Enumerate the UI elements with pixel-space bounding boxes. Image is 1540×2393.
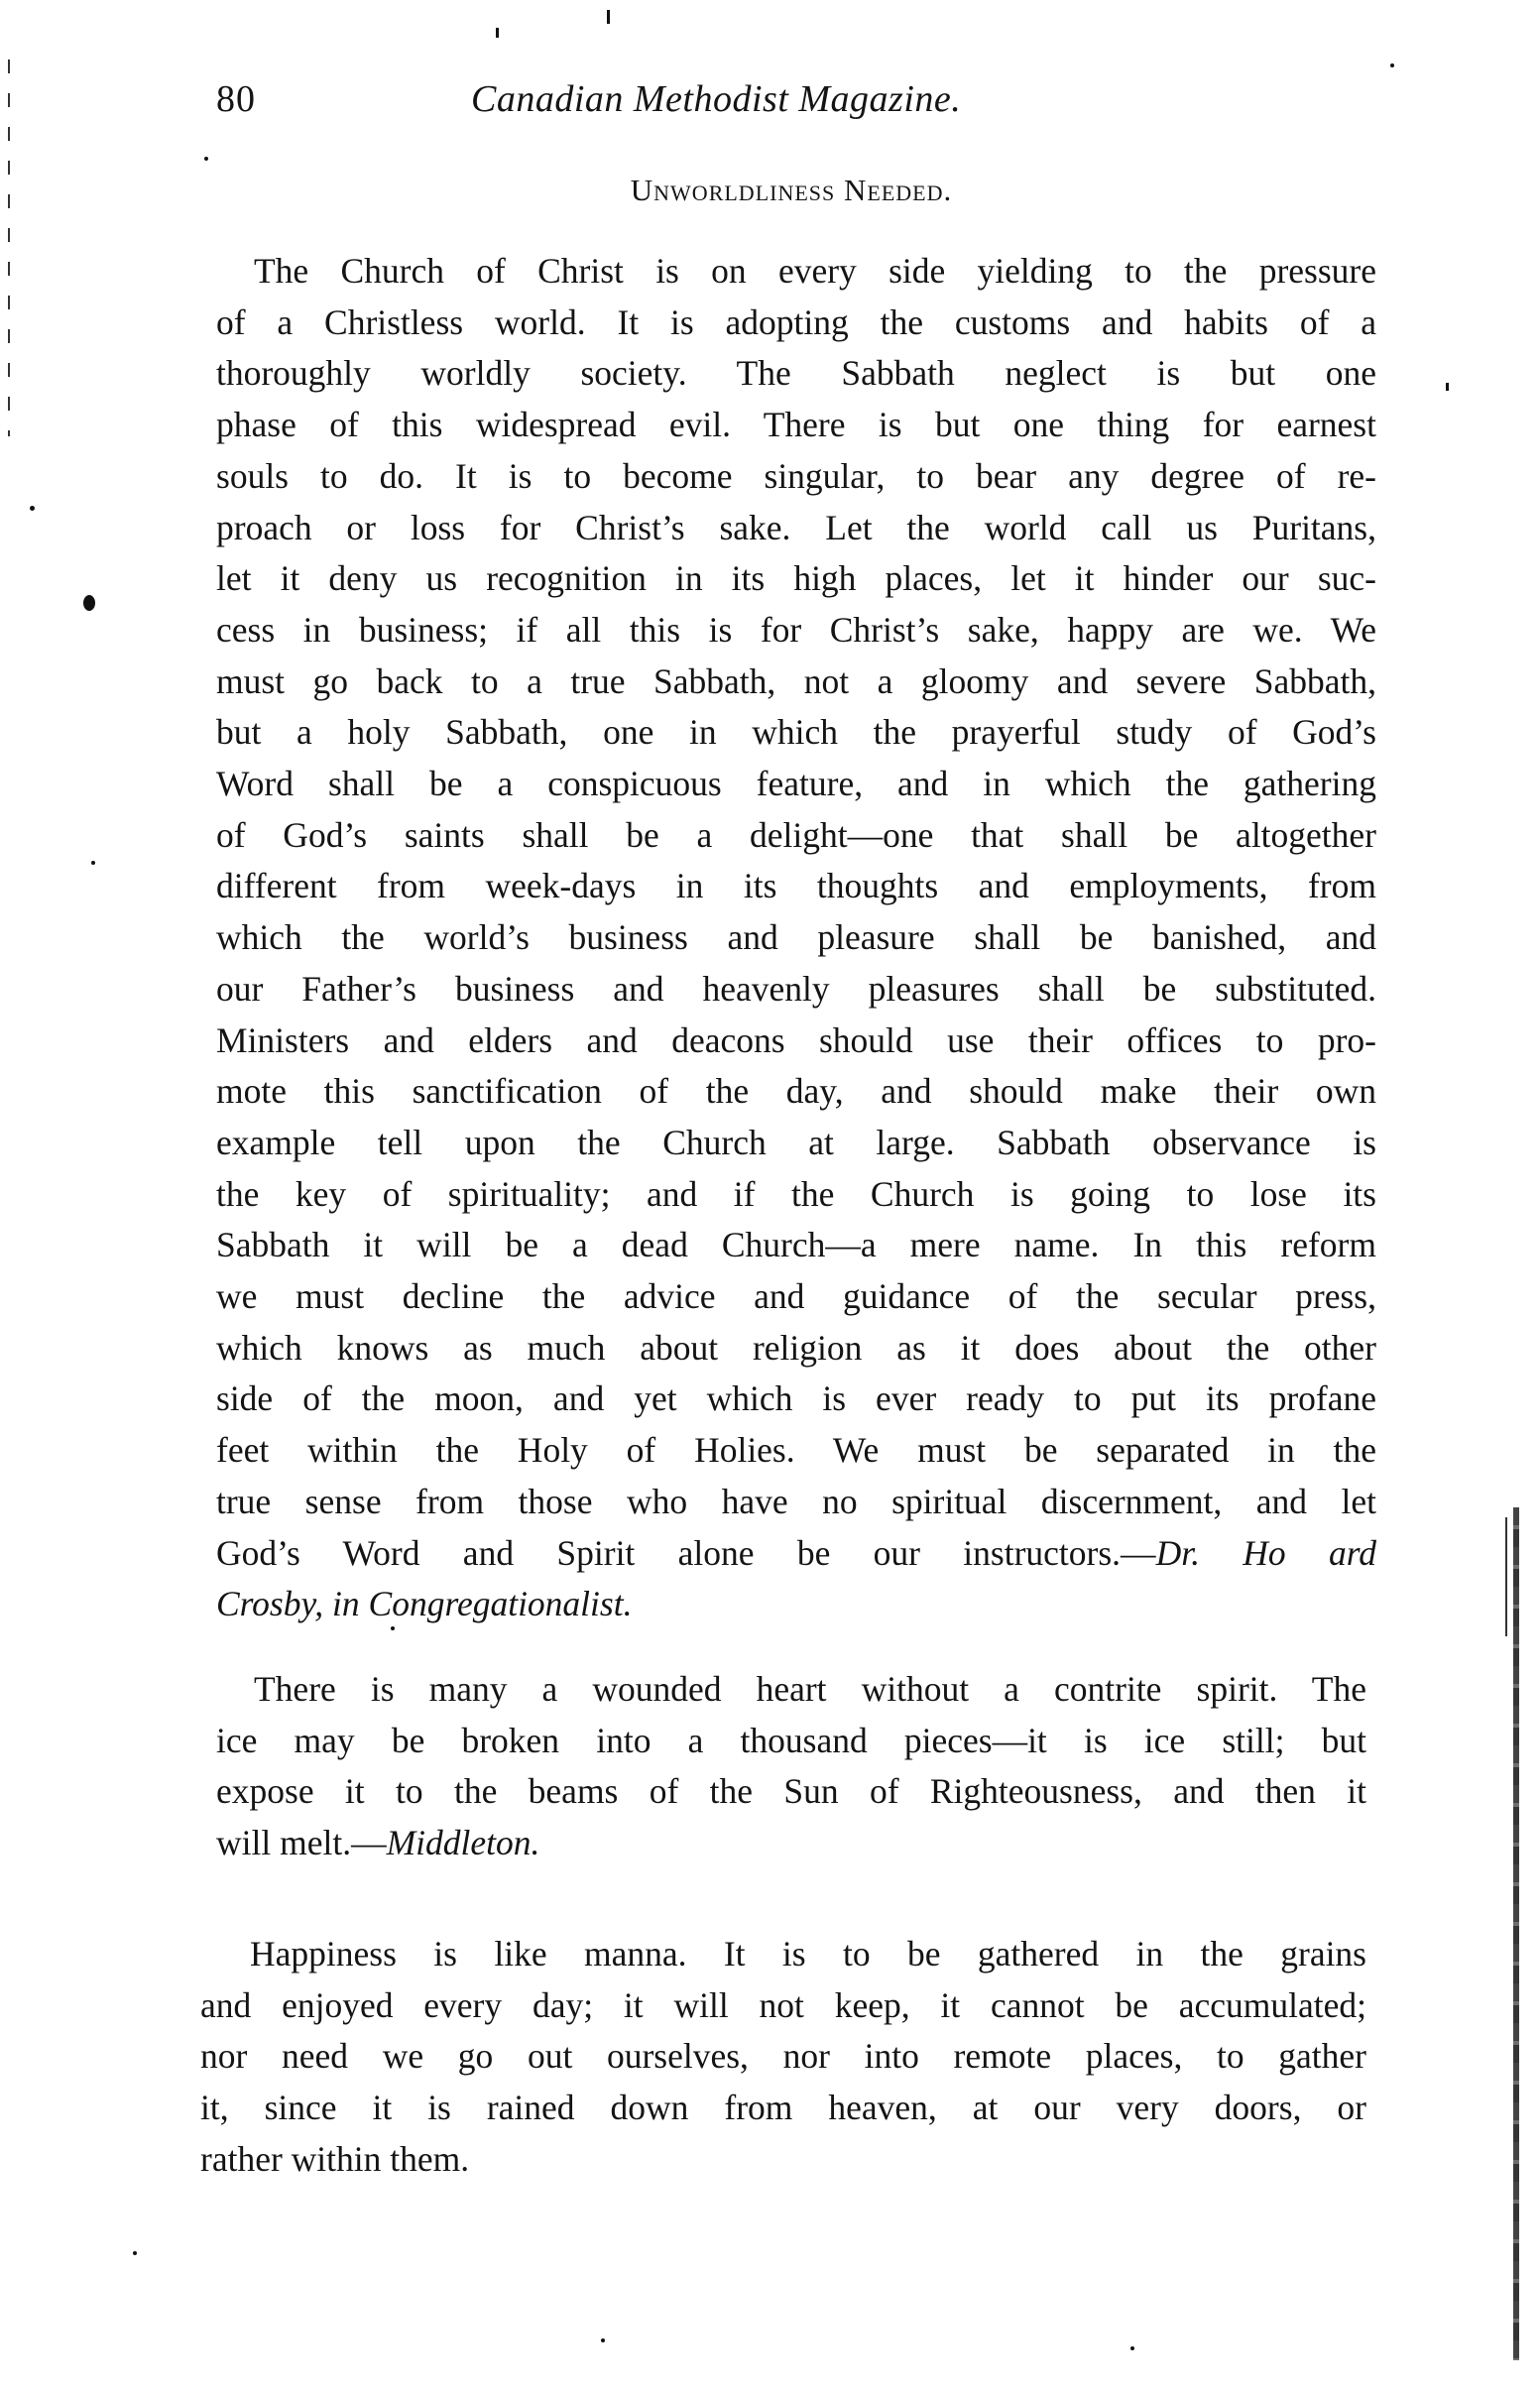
page-number: 80 [216, 78, 256, 120]
scan-edge-mark [1505, 1517, 1507, 1636]
text-line: side of the moon, and yet which is ever ready to put its profane [216, 1378, 1376, 1419]
section-heading: Unworldliness Needed. [630, 173, 953, 207]
text-line: God’s Word and Spirit alone be our instructors.— [216, 1532, 1156, 1573]
text-line: feet within the Holy of Holies. We must be separated in the [216, 1430, 1376, 1471]
text-line: proach or loss for Christ’s sake. Let the world call us Puritans, [216, 507, 1376, 547]
text-line-with-attribution [216, 1818, 1366, 1869]
text-line: The Church of Christ is on every side yielding to the pressure [254, 251, 1376, 291]
ink-speck [1390, 63, 1394, 67]
ink-speck [204, 157, 208, 161]
text-line: nor need we go out ourselves, nor into remote places, to gather [200, 2036, 1366, 2077]
text-line: true sense from those who have no spiritual discernment, and let [216, 1481, 1376, 1521]
ink-speck [83, 595, 95, 611]
text-line: and enjoyed every day; it will not keep, it cannot be accumulated; [200, 1984, 1366, 2025]
attribution: Crosby, in Congregationalist. [216, 1584, 633, 1624]
text-line: must go back to a true Sabbath, not a gloomy and severe Sabbath, [216, 660, 1376, 701]
ink-speck [496, 28, 499, 38]
ink-speck [1446, 383, 1449, 391]
text-line: souls to do. It is to become singular, to bear any degree of re- [216, 455, 1376, 496]
text-line: cess in business; if all this is for Christ’s sake, happy are we. We [216, 609, 1376, 650]
text-line: of a Christless world. It is adopting the customs and habits of a [216, 301, 1376, 342]
ink-speck [1130, 2346, 1134, 2350]
text-line: example tell upon the Church at large. Sabbath observance is [216, 1122, 1376, 1162]
ink-speck [391, 1626, 395, 1630]
scan-edge-mark [1513, 1507, 1519, 2360]
text-line: ice may be broken into a thousand pieces—it is ice still; but [216, 1720, 1366, 1760]
ink-speck [30, 506, 35, 511]
text-line: our Father’s business and heavenly pleasures shall be substituted. [216, 968, 1376, 1009]
text-line: mote this sanctification of the day, and should make their own [216, 1071, 1376, 1112]
text-line: Word shall be a conspicuous feature, and in which the gathering [216, 764, 1376, 804]
text-line: but a holy Sabbath, one in which the prayerful study of God’s [216, 712, 1376, 753]
running-head [216, 77, 1366, 137]
article-paragraph [216, 246, 1376, 1630]
text-line: Sabbath it will be a dead Church—a mere name. In this reform [216, 1225, 1376, 1265]
text-line: thoroughly worldly society. The Sabbath neglect is but one [216, 353, 1376, 394]
text-line: of God’s saints shall be a delight—one that shall be altogether [216, 814, 1376, 855]
attribution: Middleton. [386, 1823, 540, 1863]
text-line: which knows as much about religion as it does about the other [216, 1327, 1376, 1368]
text-line: rather within them. [200, 2138, 470, 2179]
text-line: we must decline the advice and guidance of the secular press, [216, 1276, 1376, 1317]
text-line: which the world’s business and pleasure shall be banished, and [216, 917, 1376, 958]
attribution: Dr. Ho ard [1155, 1532, 1376, 1573]
text-line: it, since it is rained down from heaven, at our very doors, or [200, 2088, 1366, 2128]
text-line: the key of spirituality; and if the Church is going to lose its [216, 1173, 1376, 1214]
text-line-with-attribution [216, 1528, 1376, 1580]
ink-speck [607, 10, 610, 24]
ink-speck [133, 2251, 137, 2255]
text-line: There is many a wounded heart without a contrite spirit. The [254, 1669, 1366, 1709]
text-line: Ministers and elders and deacons should use their offices to pro- [216, 1019, 1376, 1060]
ink-speck [91, 861, 95, 865]
quote-paragraph [216, 1664, 1366, 1869]
text-line: let it deny us recognition in its high places, let it hinder our suc- [216, 558, 1376, 599]
journal-title: Canadian Methodist Magazine. [471, 78, 962, 120]
text-line: different from week-days in its thoughts and employments, from [216, 866, 1376, 906]
ink-speck [601, 2338, 605, 2342]
text-line: expose it to the beams of the Sun of Righteousness, and then it [216, 1771, 1366, 1812]
text-line: will melt.— [216, 1823, 387, 1863]
text-line: phase of this widespread evil. There is but one thing for earnest [216, 405, 1376, 445]
text-line: Happiness is like manna. It is to be gathered in the grains [250, 1934, 1366, 1974]
quote-paragraph [200, 1929, 1366, 2186]
scan-edge-mark [8, 60, 10, 436]
